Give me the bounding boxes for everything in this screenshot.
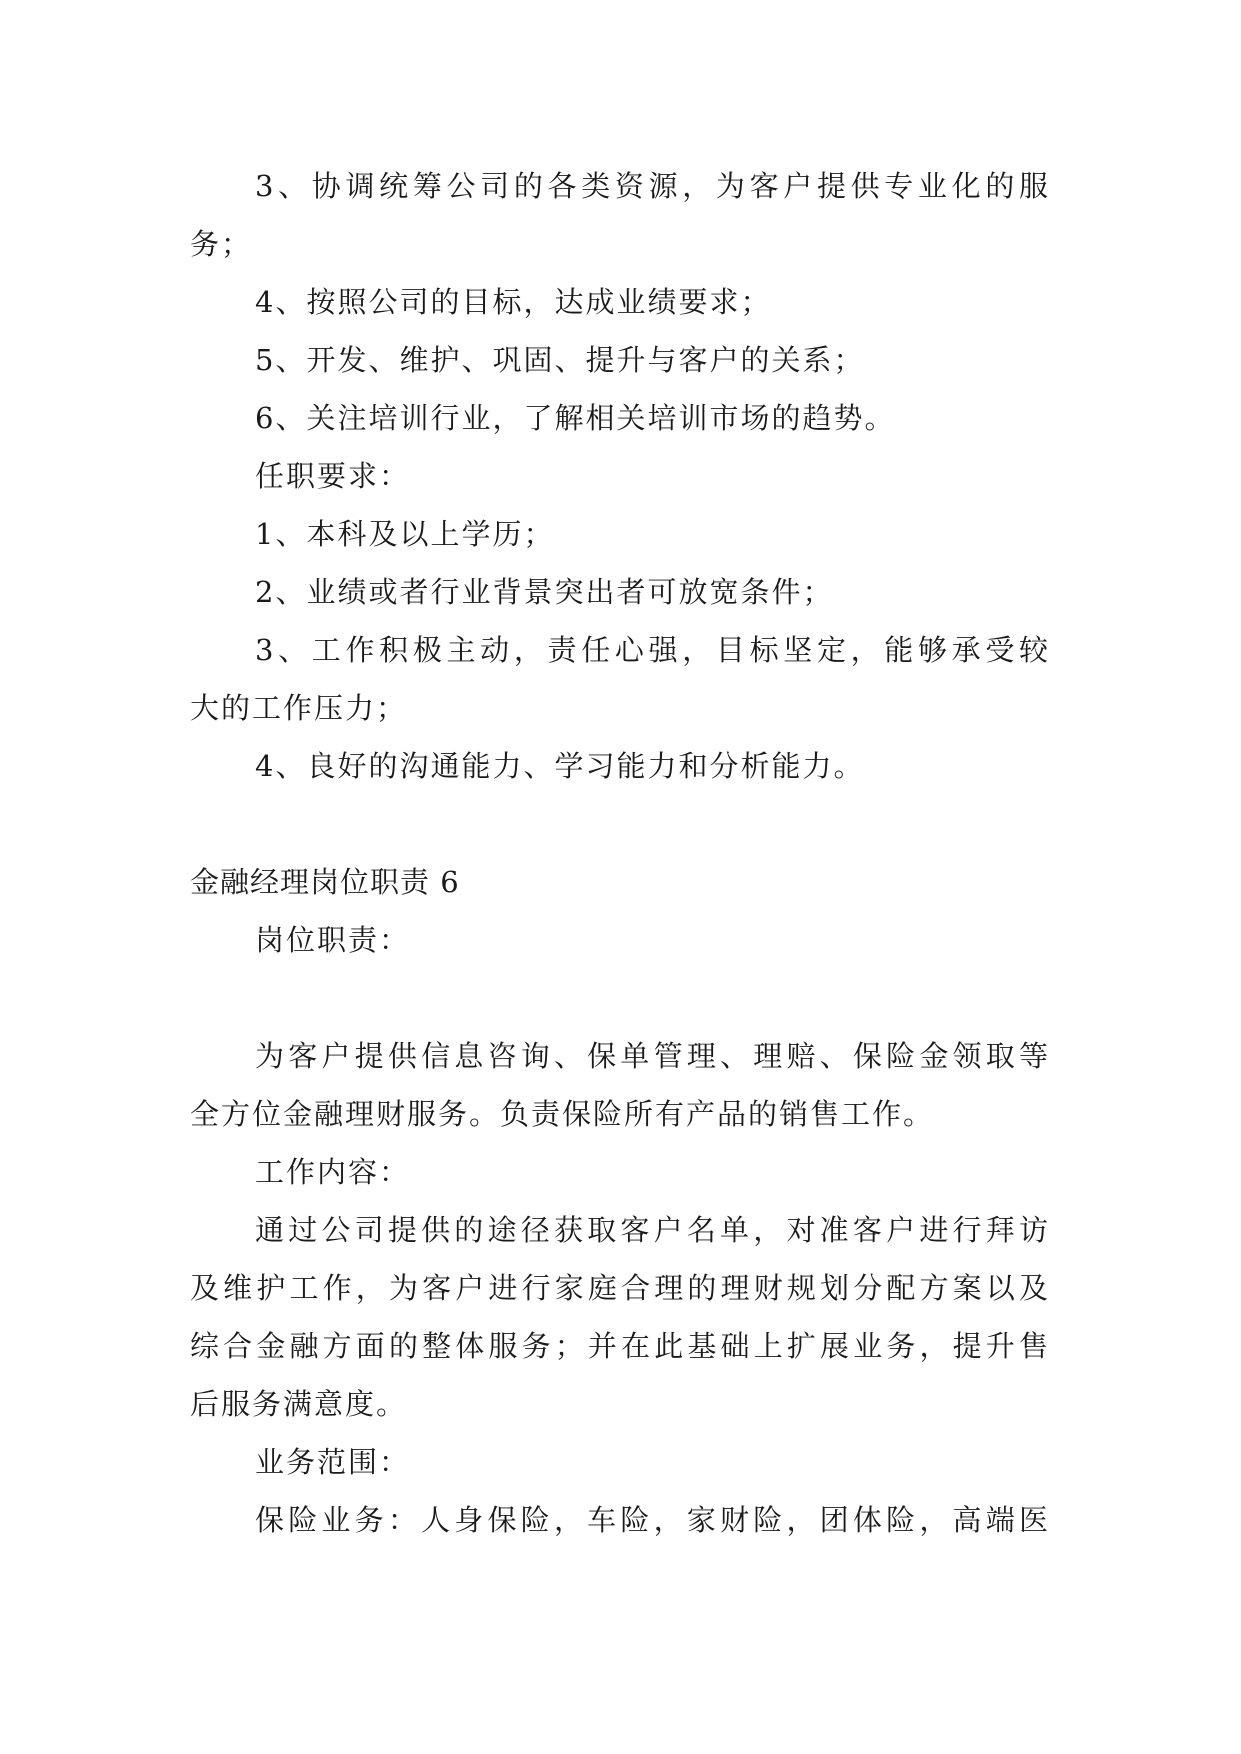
- text-line: 6、关注培训行业，了解相关培训市场的趋势。: [255, 401, 896, 435]
- text-line: 及维护工作，为客户进行家庭合理的理财规划分配方案以及: [190, 1271, 1050, 1305]
- text-line: 务；: [190, 227, 253, 261]
- text-line: 综合金融方面的整体服务；并在此基础上扩展业务，提升售: [190, 1329, 1050, 1363]
- text-line: 保险业务：人身保险，车险，家财险，团体险，高端医: [255, 1503, 1050, 1537]
- text-line: 后服务满意度。: [190, 1387, 408, 1421]
- section-label: 岗位职责：: [255, 923, 411, 957]
- text-line: 大的工作压力；: [190, 691, 408, 725]
- section-label: 任职要求：: [255, 459, 411, 493]
- text-line: 2、业绩或者行业背景突出者可放宽条件；: [255, 575, 834, 609]
- section-label: 业务范围：: [255, 1445, 411, 1479]
- text-line: 4、按照公司的目标，达成业绩要求；: [255, 285, 772, 319]
- text-line: 5、开发、维护、巩固、提升与客户的关系；: [255, 343, 865, 377]
- section-heading: 金融经理岗位职责 6: [190, 865, 460, 899]
- section-label: 工作内容：: [255, 1155, 411, 1189]
- text-line: 为客户提供信息咨询、保单管理、理赔、保险金领取等: [255, 1039, 1050, 1073]
- text-line: 1、本科及以上学历；: [255, 517, 555, 551]
- text-line: 全方位金融理财服务。负责保险所有产品的销售工作。: [190, 1097, 935, 1131]
- text-line: 3、工作积极主动，责任心强，目标坚定，能够承受较: [255, 633, 1050, 667]
- text-line: 4、良好的沟通能力、学习能力和分析能力。: [255, 749, 865, 783]
- text-line: 3、协调统筹公司的各类资源，为客户提供专业化的服: [255, 169, 1050, 203]
- text-line: 通过公司提供的途径获取客户名单，对准客户进行拜访: [255, 1213, 1050, 1247]
